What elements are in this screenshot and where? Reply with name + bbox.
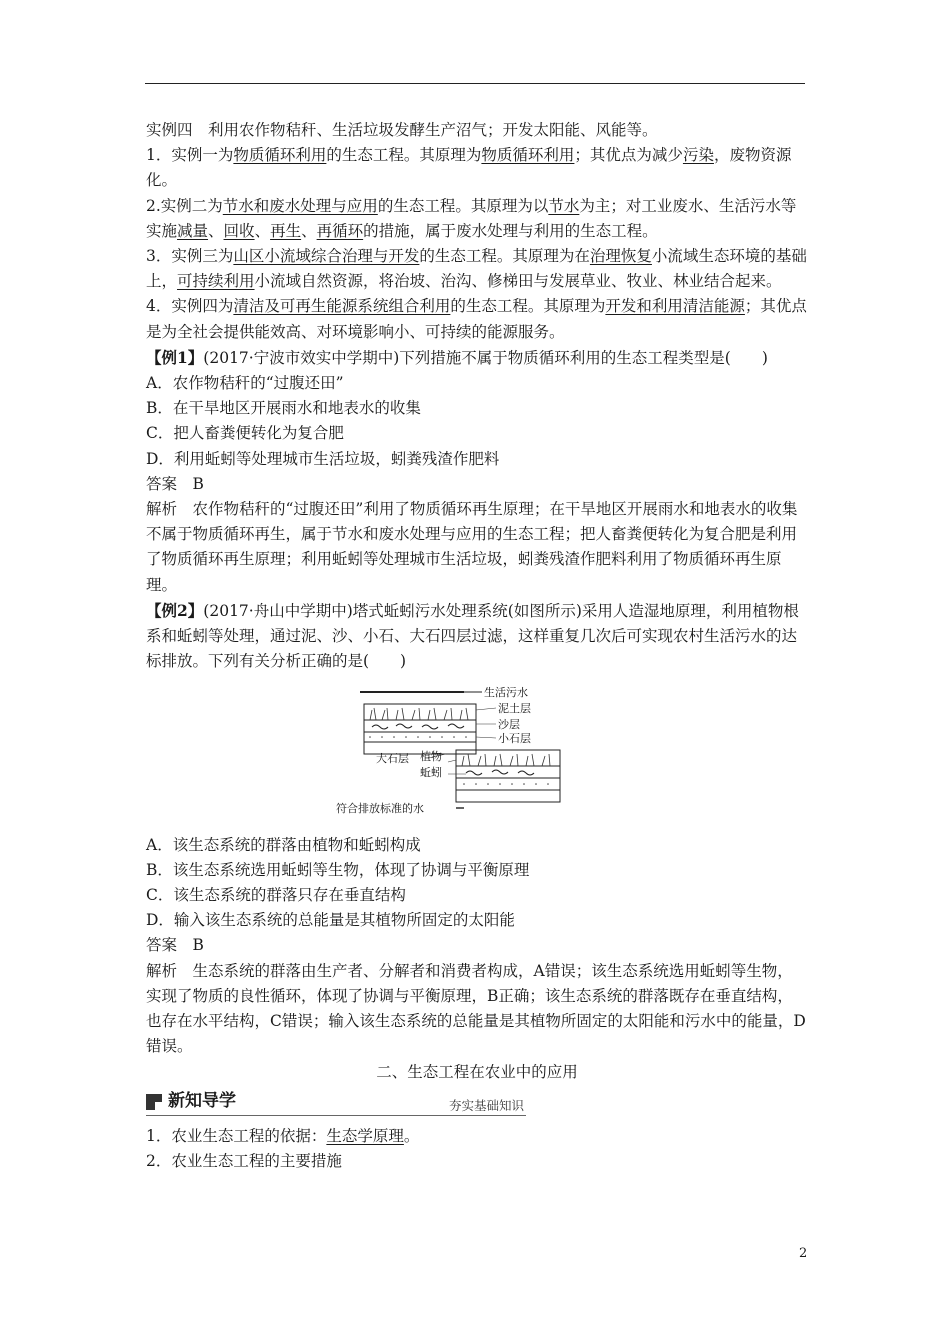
bar-subtitle: 夯实基础知识 xyxy=(448,1097,524,1113)
example-1-question: 【例1】(2017·宁波市效实中学期中)下列措施不属于物质循环利用的生态工程类型是( ) xyxy=(146,347,768,367)
example-2-option-b: B．该生态系统选用蚯蚓等生物，体现了协调与平衡原理 xyxy=(146,860,530,879)
example-1-option-d: D．利用蚯蚓等处理城市生活垃圾，蚓粪残渣作肥料 xyxy=(146,449,500,468)
example-2-option-d: D．输入该生态系统的总能量是其植物所固定的太阳能 xyxy=(146,911,515,930)
example-2-option-a: A．该生态系统的群落由植物和蚯蚓构成 xyxy=(146,835,421,854)
example-1-option-b: B．在干旱地区开展雨水和地表水的收集 xyxy=(146,399,421,418)
label-small-stone: 小石层 xyxy=(498,732,531,746)
agri-item-2: 2．农业生态工程的主要措施 xyxy=(146,1151,342,1170)
agri-item-1: 1．农业生态工程的依据：生态学原理。 xyxy=(146,1126,420,1145)
new-knowledge-bar xyxy=(146,1087,526,1116)
label-plant: 植物 xyxy=(420,750,442,764)
bar-title: 新知导学 xyxy=(168,1090,236,1111)
example-2-question: 【例2】(2017·舟山中学期中)塔式蚯蚓污水处理系统(如图所示)采用人造湿地原理，利用植物根系和蚯蚓等处理，通过泥、沙、小石、大石四层过滤，这样重复几次后可实现农村生活污水的达标排放。下列有关分析正确的是( ) xyxy=(146,600,799,671)
header-rule xyxy=(145,83,805,84)
label-outlet: 符合排放标准的水 xyxy=(336,802,424,816)
example-2-label: 【例2】 xyxy=(146,600,204,620)
example-1-option-c: C．把人畜粪便转化为复合肥 xyxy=(146,424,344,443)
label-worm: 蚯蚓 xyxy=(420,766,442,780)
label-big-stone: 大石层 xyxy=(376,752,409,766)
example-1-option-a: A．农作物秸秆的“过腹还田” xyxy=(146,374,344,393)
page-number: 2 xyxy=(799,1246,808,1261)
example-1-explanation: 解析 农作物秸秆的“过腹还田”利用了物质循环再生原理；在干旱地区开展雨水和地表水的收集不属于物质循环再生，属于节水和废水处理与应用的生态工程；把人畜粪便转化为复合肥是利用了物质循环再生原理；利用蚯蚓等处理城市生活垃圾，蚓粪残渣作肥料利用了物质循环再生原理。 xyxy=(146,500,798,594)
label-mud: 泥土层 xyxy=(498,702,531,716)
label-sand: 沙层 xyxy=(498,718,520,732)
point-2: 2.实例二为节水和废水处理与应用的生态工程。其原理为以节水为主；对工业废水、生活污水等实施减量、回收、再生、再循环的措施，属于废水处理与利用的生态工程。 xyxy=(146,196,797,240)
example-2-option-c: C．该生态系统的群落只存在垂直结构 xyxy=(146,886,406,905)
point-4: 4．实例四为清洁及可再生能源系统组合利用的生态工程。其原理为开发和利用清洁能源；其优点是为全社会提供能效高、对环境影响小、可持续的能源服务。 xyxy=(146,297,807,341)
example-2-answer: 答案 B xyxy=(146,936,204,955)
page-content xyxy=(146,118,808,1174)
example-1-label: 【例1】 xyxy=(146,347,204,367)
earthworm-system-figure xyxy=(336,680,592,816)
label-sewage: 生活污水 xyxy=(484,686,528,700)
example-4-line: 实例四 利用农作物秸秆、生活垃圾发酵生产沼气；开发太阳能、风能等。 xyxy=(146,121,658,139)
point-1: 1．实例一为物质循环利用的生态工程。其原理为物质循环利用；其优点为减少污染，废物资源化。 xyxy=(146,146,792,190)
example-2-explanation: 解析 生态系统的群落由生产者、分解者和消费者构成，A错误；该生态系统选用蚯蚓等生物，实现了物质的良性循环，体现了协调与平衡原理，B正确；该生态系统的群落既存在垂直结构，也存在水平结构，C错误；输入该生态系统的总能量是其植物所固定的太阳能和污水中的能量，D错误。 xyxy=(146,961,806,1056)
point-3: 3．实例三为山区小流域综合治理与开发的生态工程。其原理为在治理恢复小流域生态环境的基础上，可持续利用小流域自然资源，将治坡、治沟、修梯田与发展草业、牧业、林业结合起来。 xyxy=(146,247,807,291)
example-1-answer: 答案 B xyxy=(146,474,204,493)
section-title: 二、生态工程在农业中的应用 xyxy=(376,1062,578,1081)
